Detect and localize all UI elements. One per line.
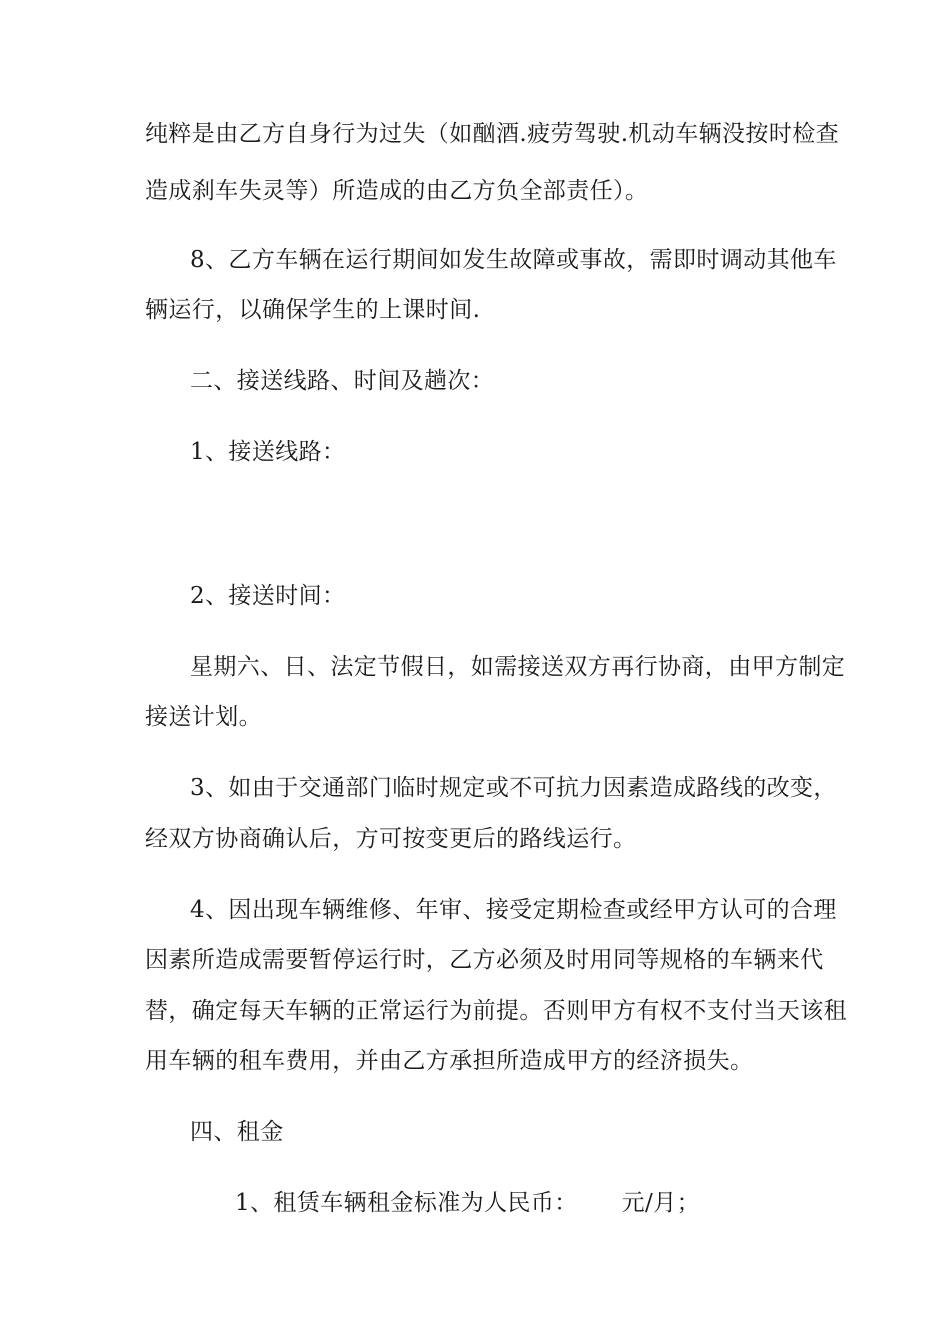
paragraph-line: 接送计划。 [145,704,262,730]
paragraph-line: 经双方协商确认后，方可按变更后的路线运行。 [145,826,637,852]
paragraph-line: 4、因出现车辆维修、年审、接受定期检查或经甲方认可的合理 [190,897,837,923]
rent-line [235,1188,700,1218]
rent-unit: 元/月； [621,1190,700,1216]
paragraph-line: 辆运行，以确保学生的上课时间. [145,297,481,323]
paragraph-line: 星期六、日、法定节假日，如需接送双方再行协商，由甲方制定 [190,654,846,680]
paragraph-line: 造成刹车失灵等）所造成的由乙方负全部责任）。 [145,178,649,204]
paragraph-line: 用车辆的租车费用，并由乙方承担所造成甲方的经济损失。 [145,1048,754,1074]
section-heading: 四、租金 [190,1119,284,1145]
subsection-heading: 1、接送线路： [190,439,346,465]
paragraph-line: 8、乙方车辆在运行期间如发生故障或事故，需即时调动其他车 [190,247,837,273]
paragraph-line: 纯粹是由乙方自身行为过失（如酗酒.疲劳驾驶.机动车辆没按时检查 [145,121,840,147]
paragraph-line: 3、如由于交通部门临时规定或不可抗力因素造成路线的改变， [190,775,837,801]
rent-label: 1、租赁车辆租金标准为人民币： [235,1190,578,1216]
paragraph-line: 替，确定每天车辆的正常运行为前提。否则甲方有权不支付当天该租 [145,998,847,1024]
subsection-heading: 2、接送时间： [190,583,346,609]
section-heading: 二、接送线路、时间及趟次： [190,368,495,394]
paragraph-line: 因素所造成需要暂停运行时，乙方必须及时用同等规格的车辆来代 [145,947,824,973]
